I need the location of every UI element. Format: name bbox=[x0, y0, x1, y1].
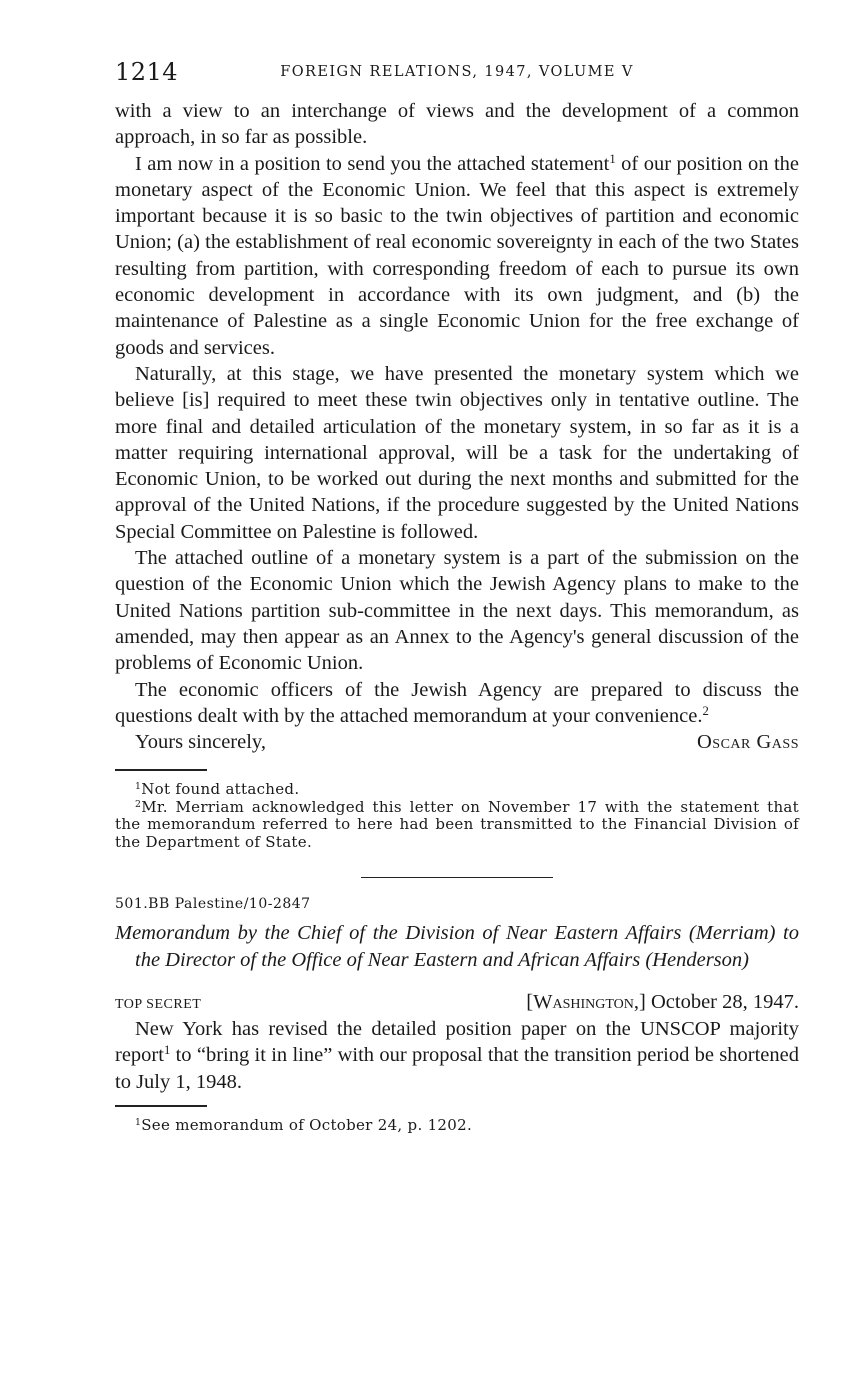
paragraph-text: to “bring it in line” with our proposal that the transition period be shortened to July 1, 1948. bbox=[115, 1044, 799, 1093]
dateline-date: October 28, 1947. bbox=[650, 991, 799, 1014]
memo-body bbox=[115, 1016, 799, 1095]
footnote-ref: 1 bbox=[163, 1043, 171, 1058]
letter-body bbox=[115, 98, 799, 729]
section-divider bbox=[361, 877, 553, 878]
document-title: Memorandum by the Chief of the Division of Near Eastern Affairs (Merriam) to the Director of the Office of Near Eastern and African Affairs (Henderson) bbox=[115, 922, 799, 971]
footnote-divider bbox=[115, 769, 207, 771]
footnotes-memo bbox=[115, 1117, 799, 1135]
running-head: FOREIGN RELATIONS, 1947, VOLUME V bbox=[280, 64, 634, 80]
paragraph-text: The economic officers of the Jewish Agency are prepared to discuss the questions dealt with by the attached memorandum at your convenience. bbox=[115, 678, 799, 727]
footnote-memo-1 bbox=[115, 1117, 799, 1135]
footnotes-letter bbox=[115, 781, 799, 851]
footnote-divider bbox=[115, 1105, 207, 1107]
letter-closing bbox=[115, 729, 799, 755]
dateline bbox=[526, 991, 799, 1014]
footnote-marker: 1 bbox=[135, 1116, 142, 1128]
paragraph-text: New York has revised the detailed position paper on the UNSCOP majority report bbox=[115, 1018, 799, 1067]
footnote-marker: 2 bbox=[135, 798, 142, 810]
signature: Oscar Gass bbox=[697, 731, 799, 754]
dateline-place: [Washington,] bbox=[526, 991, 646, 1014]
letter-paragraph-4: The attached outline of a monetary system is a part of the submission on the question of the Economic Union which the Jewish Agency plans to make to the United Nations partition sub-committee in the next days. This memorandum, as amended, may then appear as an Annex to the Agency's general discussion of the problems of Economic Union. bbox=[115, 547, 799, 675]
footnote-text: Not found attached. bbox=[141, 780, 300, 799]
letter-paragraph-2 bbox=[115, 151, 799, 361]
letter-paragraph-5 bbox=[115, 677, 799, 730]
footnote-ref: 1 bbox=[609, 151, 616, 166]
paragraph-text: of our position on the monetary aspect of the Economic Union. We feel that this aspect is extremely important because it is so basic to the twin objectives of partition and economic Union; (a) the establishment of real economic sovereignty in each of the two States resulting from partition, with corresponding freedom of each to pursue its own economic development in accordance with its own judgment, and (b) the maintenance of Palestine as a single Economic Union for the free exchange of goods and services. bbox=[115, 152, 799, 359]
footnote-2 bbox=[115, 799, 799, 852]
file-reference: 501.BB Palestine/10-2847 bbox=[115, 896, 311, 913]
footnote-ref: 2 bbox=[702, 703, 709, 718]
footnote-1 bbox=[115, 781, 799, 799]
footnote-marker: 1 bbox=[135, 781, 142, 793]
dateline-row bbox=[115, 991, 799, 1014]
page-bottom bbox=[115, 1105, 799, 1135]
letter-paragraph-3: Naturally, at this stage, we have presented the monetary system which we believe [is] required to meet these twin objectives only in tentative outline. The more final and detailed articulation of the monetary system, in so far as it is a matter requiring international approval, will be a task for the undertaking of Economic Union, to be worked out during the next months and submitted for the approval of the United Nations, if the procedure suggested by the United Nations Special Committee on Palestine is followed. bbox=[115, 362, 799, 543]
letter-paragraph-1: with a view to an interchange of views and the development of a common approach, in so far as possible. bbox=[115, 100, 799, 149]
footnote-text: Mr. Merriam acknowledged this letter on November 17 with the statement that the memorandum referred to here had been transmitted to the Financial Division of the Department of State. bbox=[115, 797, 799, 851]
paragraph-text: I am now in a position to send you the attached statement bbox=[135, 152, 610, 175]
memo-paragraph-1 bbox=[115, 1016, 799, 1095]
page-number: 1214 bbox=[115, 58, 179, 86]
footnote-text: See memorandum of October 24, p. 1202. bbox=[141, 1115, 473, 1134]
page-header bbox=[115, 58, 799, 98]
page bbox=[115, 58, 799, 1134]
classification-label: TOP SECRET bbox=[115, 997, 202, 1013]
closing-phrase: Yours sincerely, bbox=[135, 731, 266, 754]
